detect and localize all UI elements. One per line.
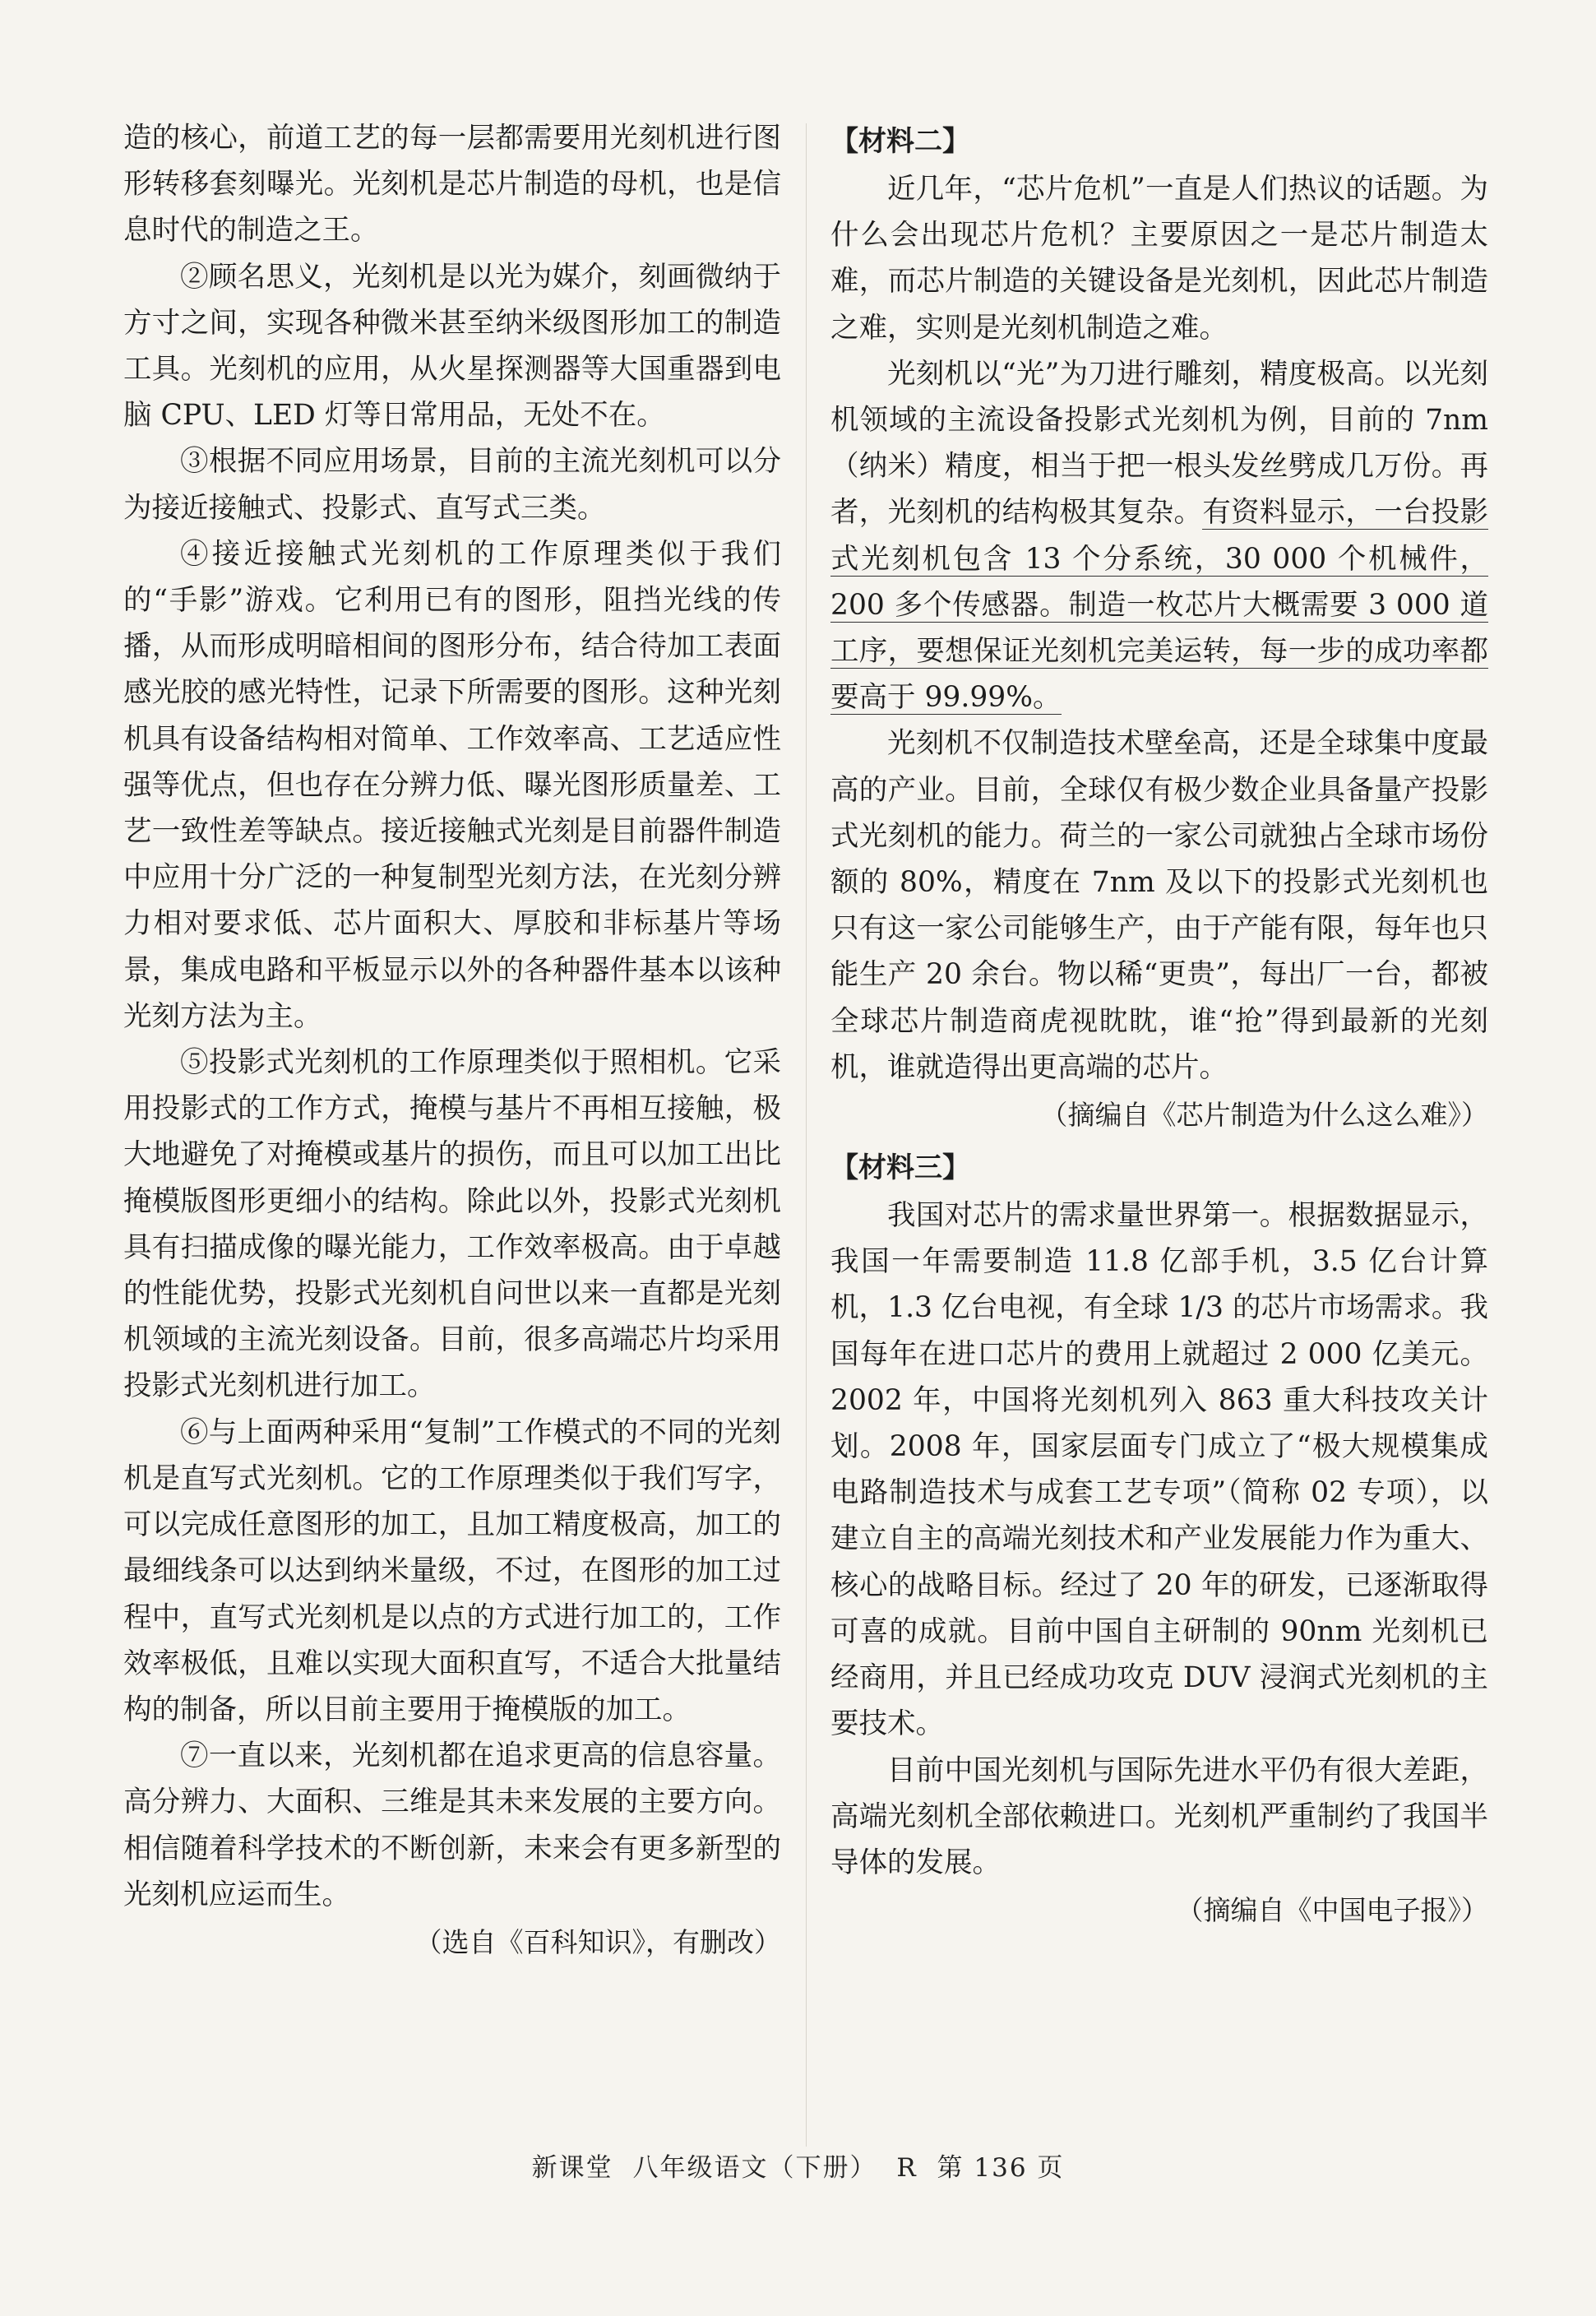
material-2-paragraph-2 xyxy=(830,351,1488,721)
material-3-paragraph-1: 我国对芯片的需求量世界第一。根据数据显示，我国一年需要制造 11.8 亿部手机，3.5 亿台计算机，1.3 亿台电视，有全球 1/3 的芯片市场需求。我国每年在进口芯片的费用上就超过 2 000 亿美元。2002 年，中国将光刻机列入 863 重大科技攻关计划。2008 年，国家层面专门成立了“极大规模集成电路制造技术与成套工艺专项”（简称 02 专项），以建立自主的高端光刻技术和产业发展能力作为重大、核心的战略目标。经过了 20 年的研发，已逐渐取得可喜的成就。目前中国自主研制的 90nm 光刻机已经商用，并且已经成功攻克 DUV 浸润式光刻机的主要技术。 xyxy=(830,1199,1488,1741)
footer-page-number: 第 136 页 xyxy=(937,2153,1065,2183)
left-column xyxy=(123,115,781,1972)
material-3-heading: 【材料三】 xyxy=(830,1151,970,1185)
material-3-paragraph-2: 目前中国光刻机与国际先进水平仍有很大差距，高端光刻机全部依赖进口。光刻机严重制约了我国半导体的发展。 xyxy=(830,1753,1488,1879)
page-footer xyxy=(0,2147,1596,2184)
material-3-source-citation: （摘编自《中国电子报》） xyxy=(1176,1894,1488,1927)
left-paragraph-1-cont: 造的核心，前道工艺的每一层都需要用光刻机进行图形转移套刻曝光。光刻机是芯片制造的母机，也是信息时代的制造之王。 xyxy=(123,122,781,248)
material-2-paragraph-3: 光刻机不仅制造技术壁垒高，还是全球集中度最高的产业。目前，全球仅有极少数企业具备量产投影式光刻机的能力。荷兰的一家公司就独占全球市场份额的 80%，精度在 7nm 及以下的投影式光刻机也只有这一家公司能够生产，由于产能有限，每年也只能生产 20 余台。物以稀“更贵”，每出厂一台，都被全球芯片制造商虎视眈眈，谁“抢”得到最新的光刻机，谁就造得出更高端的芯片。 xyxy=(830,727,1488,1084)
footer-edition: R xyxy=(896,2153,918,2183)
left-paragraph-4: ④接近接触式光刻机的工作原理类似于我们的“手影”游戏。它利用已有的图形，阻挡光线的传播，从而形成明暗相间的图形分布，结合待加工表面感光胶的感光特性，记录下所需要的图形。这种光刻机具有设备结构相对简单、工作效率高、工艺适应性强等优点，但也存在分辨力低、曝光图形质量差、工艺一致性差等缺点。接近接触式光刻是目前器件制造中应用十分广泛的一种复制型光刻方法，在光刻分辨力相对要求低、芯片面积大、厚胶和非标基片等场景，集成电路和平板显示以外的各种器件基本以该种光刻方法为主。 xyxy=(123,537,781,1033)
left-paragraph-5: ⑤投影式光刻机的工作原理类似于照相机。它采用投影式的工作方式，掩模与基片不再相互接触，极大地避免了对掩模或基片的损伤，而且可以加工出比掩模版图形更细小的结构。除此以外，投影式光刻机具有扫描成像的曝光能力，工作效率极高。由于卓越的性能优势，投影式光刻机自问世以来一直都是光刻机领域的主流光刻设备。目前，很多高端芯片均采用投影式光刻机进行加工。 xyxy=(123,1046,781,1403)
material-2-heading: 【材料二】 xyxy=(830,125,970,158)
left-paragraph-7: ⑦一直以来，光刻机都在追求更高的信息容量。高分辨力、大面积、三维是其未来发展的主要方向。相信随着科学技术的不断创新，未来会有更多新型的光刻机应运而生。 xyxy=(123,1739,781,1911)
material-2-source-citation: （摘编自《芯片制造为什么这么难》） xyxy=(1040,1099,1488,1132)
left-paragraph-3: ③根据不同应用场景，目前的主流光刻机可以分为接近接触式、投影式、直写式三类。 xyxy=(123,445,781,525)
underlined-passage: 有资料显示，一台投影式光刻机包含 13 个分系统，30 000 个机械件，200 多个传感器。制造一枚芯片大概需要 3 000 道工序，要想保证光刻机完美运转，每一步的成功率都要高于 99.99%。 xyxy=(830,496,1489,715)
right-column xyxy=(830,115,1488,1940)
material-2-paragraph-1: 近几年，“芯片危机”一直是人们热议的话题。为什么会出现芯片危机？主要原因之一是芯片制造太难，而芯片制造的关键设备是光刻机，因此芯片制造之难，实则是光刻机制造之难。 xyxy=(830,173,1488,345)
left-paragraph-2: ②顾名思义，光刻机是以光为媒介，刻画微纳于方寸之间，实现各种微米甚至纳米级图形加工的制造工具。光刻机的应用，从火星探测器等大国重器到电脑 CPU、LED 灯等日常用品，无处不在。 xyxy=(123,260,781,433)
footer-book-title: 新课堂 xyxy=(531,2153,613,2183)
material-2-paragraph-2a: 光刻机以“光”为刀进行雕刻，精度极高。以光刻机领域的主流设备投影式光刻机为例，目前的 7nm（纳米）精度，相当于把一根头发丝劈成几万份。再者，光刻机的结构极其复杂。 xyxy=(830,357,1488,530)
left-paragraph-6: ⑥与上面两种采用“复制”工作模式的不同的光刻机是直写式光刻机。它的工作原理类似于我们写字，可以完成任意图形的加工，且加工精度极高，加工的最细线条可以达到纳米量级，不过，在图形的加工过程中，直写式光刻机是以点的方式进行加工的，工作效率极低，且难以实现大面积直写，不适合大批量结构的制备，所以目前主要用于掩模版的加工。 xyxy=(123,1415,781,1726)
column-divider xyxy=(806,123,807,2147)
footer-grade: 八年级语文（下册） xyxy=(632,2153,877,2183)
left-source-citation: （选自《百科知识》，有删改） xyxy=(414,1925,781,1958)
